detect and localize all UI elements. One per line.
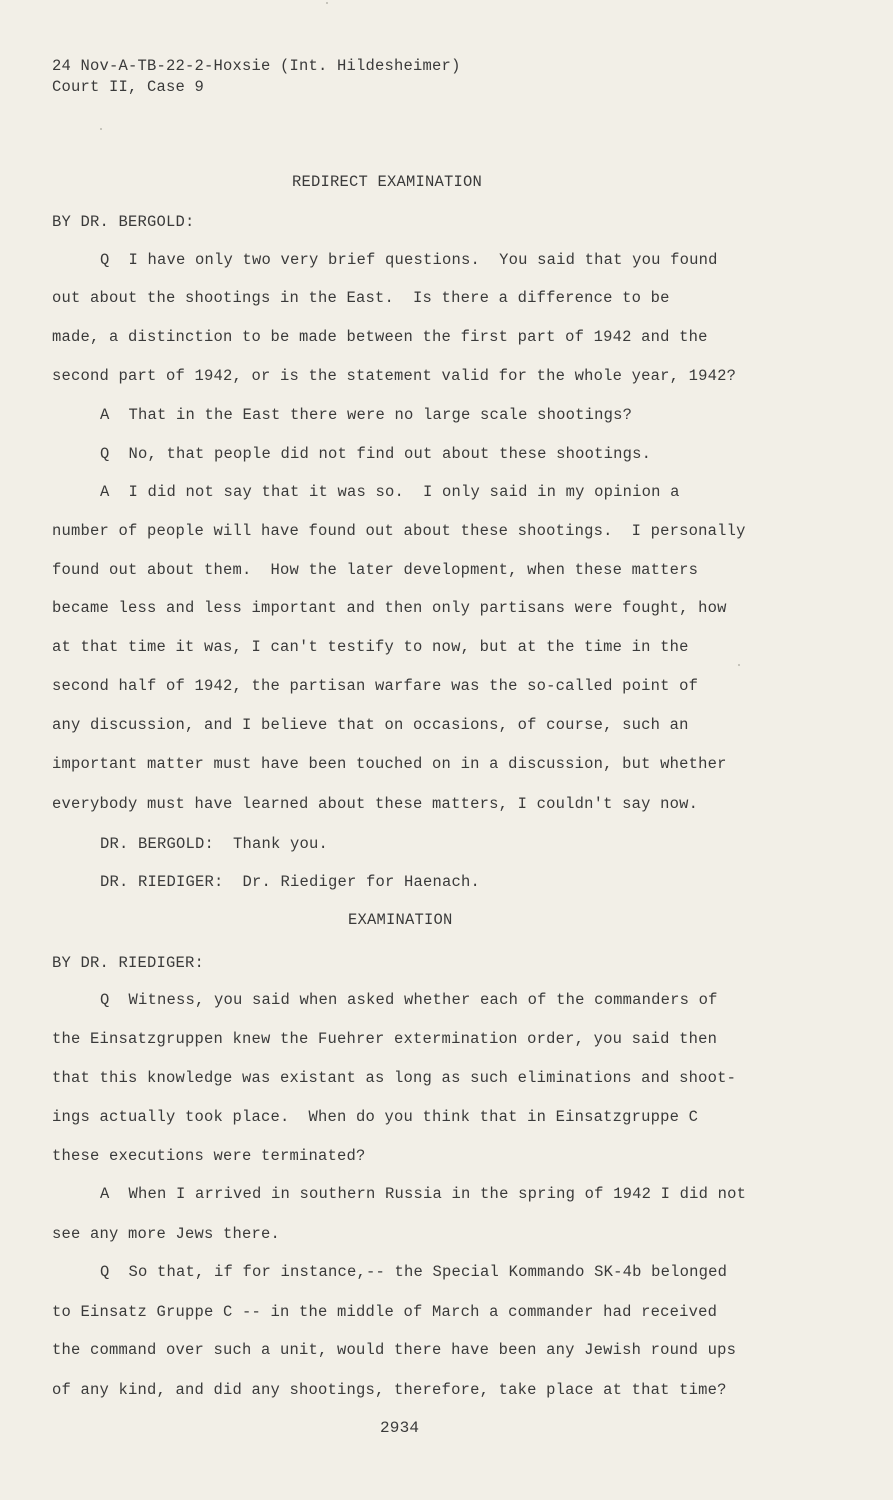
transcript-line: Q I have only two very brief questions. You said that you found <box>100 251 718 269</box>
transcript-line: the Einsatzgruppen knew the Fuehrer extermination order, you said then <box>52 1030 718 1048</box>
paper-speck <box>738 664 740 666</box>
redirect-by-line: BY DR. BERGOLD: <box>52 213 195 231</box>
transcript-line: these executions were terminated? <box>52 1147 366 1165</box>
paper-speck <box>326 2 328 4</box>
examination-by-line: BY DR. RIEDIGER: <box>52 954 205 972</box>
transcript-line: to Einsatz Gruppe C -- in the middle of March a commander had received <box>52 1303 718 1321</box>
transcript-line: A I did not say that it was so. I only said in my opinion a <box>100 483 680 501</box>
transcript-line: became less and less important and then only partisans were fought, how <box>52 599 727 617</box>
transcript-line: found out about them. How the later development, when these matters <box>52 561 699 579</box>
transcript-line: at that time it was, I can't testify to now, but at the time in the <box>52 638 689 656</box>
transcript-line: important matter must have been touched on in a discussion, but whether <box>52 755 727 773</box>
transcript-line: see any more Jews there. <box>52 1225 281 1243</box>
transcript-line: A That in the East there were no large scale shootings? <box>100 406 633 424</box>
transcript-line: the command over such a unit, would there have been any Jewish round ups <box>52 1341 737 1359</box>
transcript-line: Q Witness, you said when asked whether each of the commanders of <box>100 991 718 1009</box>
transcript-line: Q No, that people did not find out about these shootings. <box>100 445 652 463</box>
transcript-line: second part of 1942, or is the statement valid for the whole year, 1942? <box>52 367 737 385</box>
header-case-reference: 24 Nov-A-TB-22-2-Hoxsie (Int. Hildesheimer) <box>52 57 461 75</box>
paper-speck <box>100 128 102 130</box>
transcript-line: DR. BERGOLD: Thank you. <box>100 835 329 853</box>
transcript-line: number of people will have found out about these shootings. I personally <box>52 522 746 540</box>
transcript-line: made, a distinction to be made between the first part of 1942 and the <box>52 328 708 346</box>
header-court: Court II, Case 9 <box>52 78 205 96</box>
transcript-line: out about the shootings in the East. Is there a difference to be <box>52 289 670 307</box>
page-number: 2934 <box>380 1419 420 1437</box>
transcript-line: any discussion, and I believe that on occasions, of course, such an <box>52 716 689 734</box>
transcript-line: second half of 1942, the partisan warfare was the so-called point of <box>52 677 699 695</box>
examination-heading: EXAMINATION <box>348 911 453 929</box>
transcript-line: everybody must have learned about these matters, I couldn't say now. <box>52 795 699 813</box>
transcript-line: of any kind, and did any shootings, therefore, take place at that time? <box>52 1381 727 1399</box>
transcript-line: ings actually took place. When do you think that in Einsatzgruppe C <box>52 1108 699 1126</box>
transcript-line: Q So that, if for instance,-- the Special Kommando SK-4b belonged <box>100 1263 728 1281</box>
transcript-line: A When I arrived in southern Russia in the spring of 1942 I did not <box>100 1185 747 1203</box>
transcript-line: that this knowledge was existant as long as such eliminations and shoot- <box>52 1069 737 1087</box>
transcript-line: DR. RIEDIGER: Dr. Riediger for Haenach. <box>100 873 481 891</box>
redirect-examination-heading: REDIRECT EXAMINATION <box>292 173 483 191</box>
